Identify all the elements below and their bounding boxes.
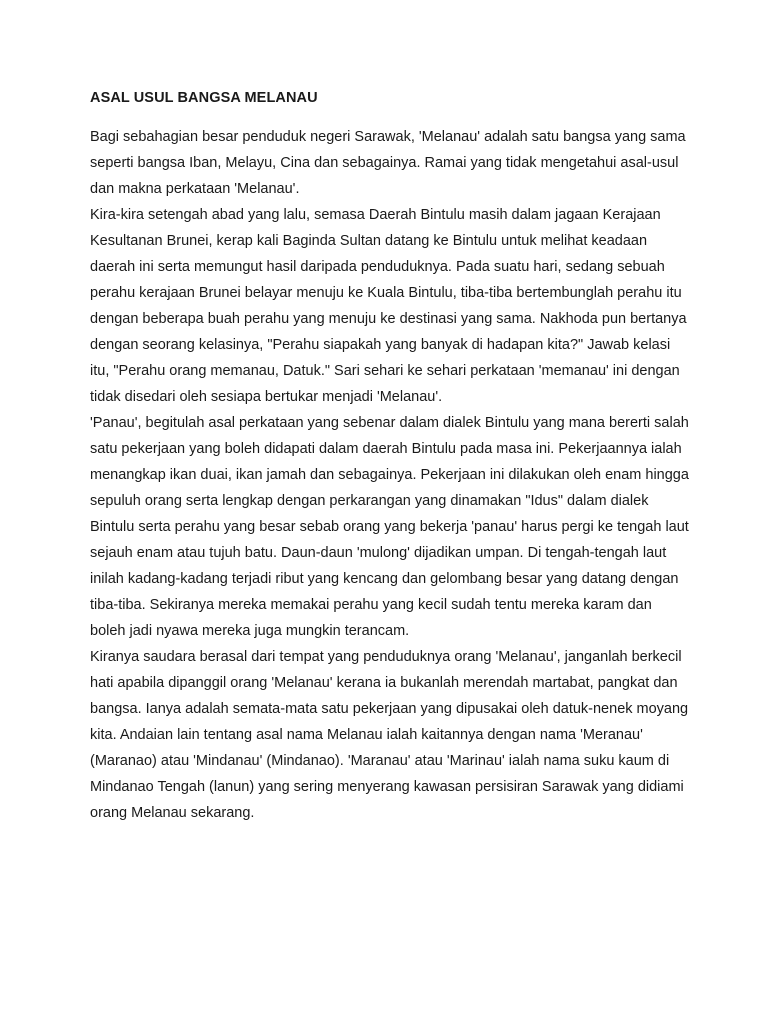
document-body [90,88,690,826]
paragraph-intro: Bagi sebahagian besar penduduk negeri Sarawak, 'Melanau' adalah satu bangsa yang sama seperti bangsa Iban, Melayu, Cina dan sebagainya. Ramai yang tidak mengetahui asal-usul dan makna perkataan 'Melanau'. [90,129,686,197]
document-title: ASAL USUL BANGSA MELANAU [90,90,318,106]
paragraph-history: Kira-kira setengah abad yang lalu, semasa Daerah Bintulu masih dalam jagaan Kerajaan Kesultanan Brunei, kerap kali Baginda Sultan datang ke Bintulu untuk melihat keadaan daerah ini serta memungut hasil daripada penduduknya. Pada suatu hari, sedang sebuah perahu kerajaan Brunei belayar menuju ke Kuala Bintulu, tiba-tiba bertembunglah perahu itu dengan beberapa buah perahu yang menuju ke destinasi yang sama. Nakhoda pun bertanya dengan seorang kelasinya, "Perahu siapakah yang banyak di hadapan kita?" Jawab kelasi itu, "Perahu orang memanau, Datuk." Sari sehari ke sehari perkataan 'memanau' ini dengan tidak disedari oleh sesiapa bertukar menjadi 'Melanau'. [90,207,687,405]
paragraph-conclusion: Kiranya saudara berasal dari tempat yang penduduknya orang 'Melanau', janganlah berkecil hati apabila dipanggil orang 'Melanau' kerana ia bukanlah merendah martabat, pangkat dan bangsa. Ianya adalah semata-mata satu pekerjaan yang dipusakai oleh datuk-nenek moyang kita. Andaian lain tentang asal nama Melanau ialah kaitannya dengan nama 'Meranau' (Maranao) atau 'Mindanau' (Mindanao). 'Maranau' atau 'Marinau' ialah nama suku kaum di Mindanao Tengah (lanun) yang sering menyerang kawasan persisiran Sarawak yang didiami orang Melanau sekarang. [90,649,689,821]
paragraph-panau: 'Panau', begitulah asal perkataan yang sebenar dalam dialek Bintulu yang mana bererti salah satu pekerjaan yang boleh didapati dalam daerah Bintulu pada masa ini. Pekerjaannya ialah menangkap ikan duai, ikan jamah dan sebagainya. Pekerjaan ini dilakukan oleh enam hingga sepuluh orang serta lengkap dengan perkarangan yang dinamakan "Idus" dalam dialek Bintulu serta perahu yang besar sebab orang yang bekerja 'panau' harus pergi ke tengah laut sejauh enam atau tujuh batu. Daun-daun 'mulong' dijadikan umpan. Di tengah-tengah laut inilah kadang-kadang terjadi ribut yang kencang dan gelombang besar yang datang dengan tiba-tiba. Sekiranya mereka memakai perahu yang kecil sudah tentu mereka karam dan boleh jadi nyawa mereka juga mungkin terancam. [90,415,689,639]
